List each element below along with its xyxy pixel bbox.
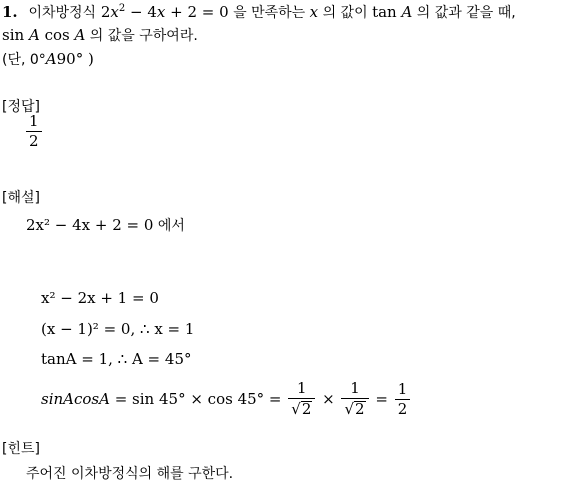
answer-fraction: $\frac{1}{2}$ (24, 114, 44, 149)
solution-line-2: x² − 2x + 1 = 0 (41, 289, 159, 307)
solution-header: [해설] (2, 190, 40, 206)
question-lead: 이차방정식 (28, 5, 97, 21)
hint-text: 주어진 이차방정식의 해를 구한다. (26, 466, 234, 482)
solution-line-4: tanA = 1, ∴ A = 45° (41, 350, 192, 368)
solution-line-5: sinAcosA = sin 45° × cos 45° = 1 √ 2 × 1 √ 2 = $\frac{1}{2}$ (41, 374, 412, 424)
question-number: 1. (2, 3, 18, 21)
hint-header: [힌트] (2, 441, 40, 457)
solution-line-3: (x − 1)² = 0, ∴ x = 1 (41, 320, 195, 338)
question-text-2: 의 값이 (318, 5, 373, 21)
question-tan: tan (372, 3, 397, 21)
question-line-1 (2, 2, 516, 22)
question-var-a: A (401, 3, 413, 21)
question-text-1: 을 만족하는 (228, 5, 310, 21)
question-cos: cos (44, 26, 70, 44)
question-condition: (단, 0°A90° ) (2, 50, 94, 68)
question-var-a-2: A (28, 26, 40, 44)
question-text-4: 의 값을 구하여라. (85, 28, 198, 44)
question-line-2 (2, 25, 198, 45)
question-var-a-3: A (74, 26, 86, 44)
answer-header: [정답] (2, 99, 40, 115)
question-sin: sin (2, 26, 25, 44)
question-equation: $2x^2 - 4x + 2 = 0$ (100, 3, 229, 21)
question-var-x: x (309, 3, 319, 21)
solution-line-1: 2x² − 4x + 2 = 0 에서 (26, 216, 185, 234)
question-text-3: 의 값과 같을 때, (412, 5, 516, 21)
